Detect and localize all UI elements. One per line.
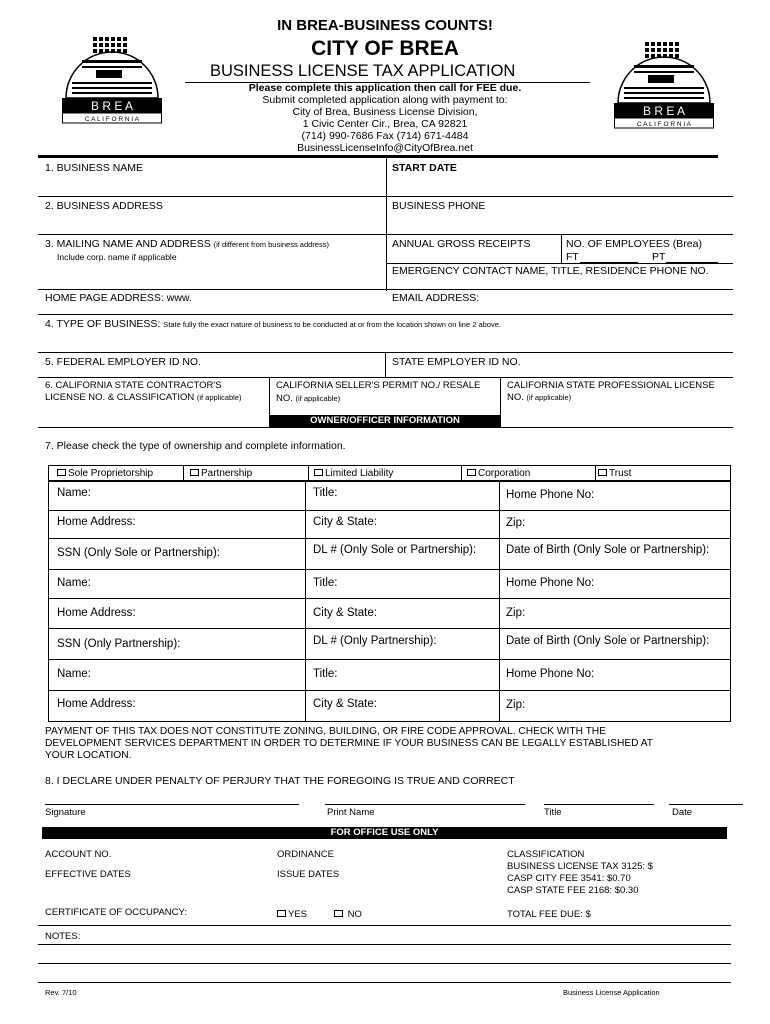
owner1-title: Title:	[313, 487, 338, 499]
partnership-checkbox[interactable]	[190, 469, 199, 476]
owner2-home-address: Home Address:	[57, 607, 136, 619]
type-div-3	[461, 465, 462, 481]
type-limited-liability[interactable]	[314, 468, 393, 480]
mailing-label-text: 3. MAILING NAME AND ADDRESS	[45, 238, 211, 250]
federal-id-label: 5. FEDERAL EMPLOYER ID NO.	[45, 356, 201, 368]
owner2-dl: DL # (Only Partnership):	[313, 635, 437, 647]
col-divider-3	[269, 377, 270, 415]
owner-row-5	[48, 628, 731, 629]
prof-text-2: NO.	[507, 392, 524, 403]
city-title: CITY OF BREA	[311, 37, 459, 60]
business-address-label: 2. BUSINESS ADDRESS	[45, 200, 163, 212]
llc-checkbox[interactable]	[314, 469, 323, 476]
type-sole-proprietorship[interactable]	[57, 468, 153, 480]
logo-word-right: B R E A	[642, 104, 686, 118]
notes-line-2[interactable]	[38, 963, 731, 964]
disclaimer-line-2: DEVELOPMENT SERVICES DEPARTMENT IN ORDER TO DETERMINE IF YOUR BUSINESS CAN BE LEGALLY ESTABLISHED AT	[45, 738, 654, 749]
revision: Rev. 7/10	[45, 988, 77, 997]
state-id-label: STATE EMPLOYER ID NO.	[392, 356, 521, 368]
logo-state-left: C A L I F O R N I A	[85, 116, 139, 123]
start-date-label: START DATE	[392, 162, 457, 174]
yes-checkbox[interactable]	[277, 910, 286, 917]
owner1-city-state: City & State:	[313, 516, 377, 528]
type-div-2	[308, 465, 309, 481]
signature-line[interactable]	[45, 804, 299, 805]
type-note: State fully the exact nature of business to be conducted at or from the location shown on line 2 above.	[163, 320, 501, 329]
contractor-label-2	[45, 392, 241, 404]
owner-col-1	[305, 481, 306, 722]
sole-checkbox[interactable]	[57, 469, 66, 476]
row-rule-1	[38, 196, 733, 197]
contact-email: BusinessLicenseInfo@CityOfBrea.net	[297, 142, 473, 154]
contractor-label-1: 6. CALIFORNIA STATE CONTRACTOR'S	[45, 380, 222, 391]
mailing-note: (if different from business address)	[213, 240, 329, 249]
tax-label: BUSINESS LICENSE TAX 3125: $	[507, 861, 653, 872]
owner-rule	[38, 427, 733, 428]
email-address-label: EMAIL ADDRESS:	[392, 292, 480, 304]
notes-line-1[interactable]	[38, 944, 731, 945]
owner2-city-state: City & State:	[313, 607, 377, 619]
owner-row-6	[48, 659, 731, 660]
pt-text: PT	[652, 251, 666, 263]
ordinance-label: ORDINANCE	[277, 849, 335, 860]
owner-row-7	[48, 690, 731, 691]
business-name-label: 1. BUSINESS NAME	[45, 162, 144, 174]
col-divider-2	[385, 352, 386, 377]
row-rule-2	[38, 234, 733, 235]
header-rule	[38, 155, 718, 158]
type-trust[interactable]	[598, 468, 631, 480]
owner1-dl: DL # (Only Sole or Partnership):	[313, 544, 477, 556]
owner-row-2	[48, 538, 731, 539]
type-of-business-text: 4. TYPE OF BUSINESS:	[45, 318, 161, 330]
title-line[interactable]	[544, 804, 654, 805]
owner1-home-phone: Home Phone No:	[506, 489, 595, 501]
col-divider-emp	[561, 234, 562, 264]
mailing-label	[45, 238, 329, 251]
emergency-label: EMERGENCY CONTACT NAME, TITLE, RESIDENCE PHONE NO.	[392, 265, 709, 277]
owner2-title: Title:	[313, 577, 338, 589]
no-checkbox[interactable]	[334, 910, 343, 917]
owner3-name: Name:	[57, 668, 91, 680]
division: City of Brea, Business License Division,	[292, 106, 478, 118]
issue-dates-label: ISSUE DATES	[277, 869, 340, 880]
gross-receipts-label: ANNUAL GROSS RECEIPTS	[392, 238, 531, 250]
owner2-home-phone: Home Phone No:	[506, 577, 595, 589]
total-fee-label: TOTAL FEE DUE: $	[507, 909, 591, 920]
no-label: NO	[347, 909, 362, 920]
owner2-name: Name:	[57, 577, 91, 589]
owner1-dob: Date of Birth (Only Sole or Partnership):	[506, 544, 710, 556]
owner-instruction: 7. Please check the type of ownership and complete information.	[45, 440, 346, 452]
sole-label: Sole Proprietorship	[68, 468, 154, 479]
owner2-zip: Zip:	[506, 607, 526, 619]
signature-label: Signature	[45, 807, 86, 818]
casp-state-label: CASP STATE FEE 2168: $0.30	[507, 885, 639, 896]
pt-label	[652, 251, 665, 263]
corporation-label: Corporation	[478, 468, 531, 479]
type-div-1	[183, 465, 184, 481]
brea-logo-left	[62, 30, 162, 125]
instruction: Please complete this application then call for FEE due.	[248, 82, 522, 94]
prof-label-2	[507, 392, 571, 404]
row-rule-6	[38, 377, 733, 378]
row-rule-4	[38, 314, 733, 315]
contractor-applicable: (if applicable)	[196, 393, 242, 402]
address: 1 Civic Center Cir., Brea, CA 92821	[302, 118, 468, 130]
print-name-label: Print Name	[327, 807, 375, 818]
submit-line: Submit completed application along with payment to:	[262, 94, 508, 106]
date-label: Date	[672, 807, 693, 818]
effective-dates-label: EFFECTIVE DATES	[45, 869, 131, 880]
col-divider-1	[386, 158, 387, 291]
partnership-label: Partnership	[201, 468, 253, 479]
slogan: IN BREA-BUSINESS COUNTS!	[277, 17, 493, 34]
row-rule-3	[38, 289, 733, 290]
owner3-home-address: Home Address:	[57, 698, 136, 710]
employees-label: NO. OF EMPLOYEES (Brea)	[566, 238, 702, 250]
account-no-label: ACCOUNT NO.	[45, 849, 112, 860]
col-divider-4	[500, 377, 501, 415]
disclaimer-line-3: YOUR LOCATION.	[45, 750, 132, 761]
owner1-name: Name:	[57, 487, 91, 499]
type-corporation[interactable]	[467, 468, 530, 480]
ft-label	[566, 251, 579, 263]
print-name-line[interactable]	[325, 804, 525, 805]
owner3-home-phone: Home Phone No:	[506, 668, 595, 680]
seller-text-2: NO.	[276, 393, 293, 404]
owner-col-2	[499, 481, 500, 722]
type-partnership[interactable]	[190, 468, 252, 480]
logo-word-left: B R E A	[90, 99, 134, 113]
contractor-text-2: LICENSE NO. & CLASSIFICATION	[45, 392, 195, 403]
disclaimer-line-1: PAYMENT OF THIS TAX DOES NOT CONSTITUTE ZONING, BUILDING, OR FIRE CODE APPROVAL. CHECK WITH THE	[45, 726, 606, 737]
owner3-city-state: City & State:	[313, 698, 377, 710]
seller-label-1: CALIFORNIA SELLER'S PERMIT NO./ RESALE	[276, 380, 481, 391]
date-line[interactable]	[669, 804, 743, 805]
llc-label: Limited Liability	[325, 468, 394, 479]
mailing-corp-note: Include corp. name if applicable	[57, 252, 177, 262]
trust-checkbox[interactable]	[598, 469, 607, 476]
declaration-text: 8. I DECLARE UNDER PENALTY OF PERJURY THAT THE FOREGOING IS TRUE AND CORRECT	[45, 775, 515, 787]
corporation-checkbox[interactable]	[467, 469, 476, 476]
occupancy-yes[interactable]	[277, 909, 307, 921]
owner1-ssn: SSN (Only Sole or Partnership):	[57, 547, 220, 559]
owner-grid	[48, 481, 731, 722]
classification-label: CLASSIFICATION	[507, 849, 585, 860]
owner1-zip: Zip:	[506, 517, 526, 529]
casp-city-label: CASP CITY FEE 3541: $0.70	[507, 873, 631, 884]
owner3-zip: Zip:	[506, 699, 526, 711]
footer-form-name: Business License Application	[563, 988, 660, 997]
owner-heading: OWNER/OFFICER INFORMATION	[269, 415, 501, 427]
owner2-ssn: SSN (Only Partnership):	[57, 638, 181, 650]
row-rule-emp	[386, 263, 733, 264]
business-phone-label: BUSINESS PHONE	[392, 200, 486, 212]
owner3-title: Title:	[313, 668, 338, 680]
type-div-4	[595, 465, 596, 481]
office-rule-1	[38, 925, 731, 926]
ft-text: FT	[566, 251, 579, 263]
type-of-business-label	[45, 318, 501, 331]
form-title: BUSINESS LICENSE TAX APPLICATION	[210, 62, 516, 80]
owner-row-3	[48, 569, 731, 570]
trust-label: Trust	[609, 468, 632, 479]
notes-label: NOTES:	[45, 931, 81, 942]
owner-row-4	[48, 598, 731, 599]
owner1-home-address: Home Address:	[57, 516, 136, 528]
logo-state-right: C A L I F O R N I A	[637, 121, 691, 128]
notes-line-3[interactable]	[38, 982, 731, 983]
seller-applicable: (if applicable)	[295, 394, 341, 403]
prof-applicable: (if applicable)	[526, 393, 572, 402]
seller-label-2	[276, 393, 340, 405]
title-label: Title	[544, 807, 562, 818]
phone-fax: (714) 990-7686 Fax (714) 671-4484	[301, 130, 469, 142]
brea-logo-right	[614, 35, 714, 130]
prof-label-1: CALIFORNIA STATE PROFESSIONAL LICENSE	[507, 380, 715, 391]
owner2-dob: Date of Birth (Only Sole or Partnership):	[506, 635, 710, 647]
home-page-label: HOME PAGE ADDRESS: www.	[45, 292, 192, 304]
occupancy-label: CERTIFICATE OF OCCUPANCY:	[45, 907, 187, 918]
office-heading: FOR OFFICE USE ONLY	[42, 827, 727, 839]
yes-label: YES	[288, 909, 308, 920]
owner-row-1	[48, 510, 731, 511]
occupancy-no[interactable]	[334, 909, 362, 921]
